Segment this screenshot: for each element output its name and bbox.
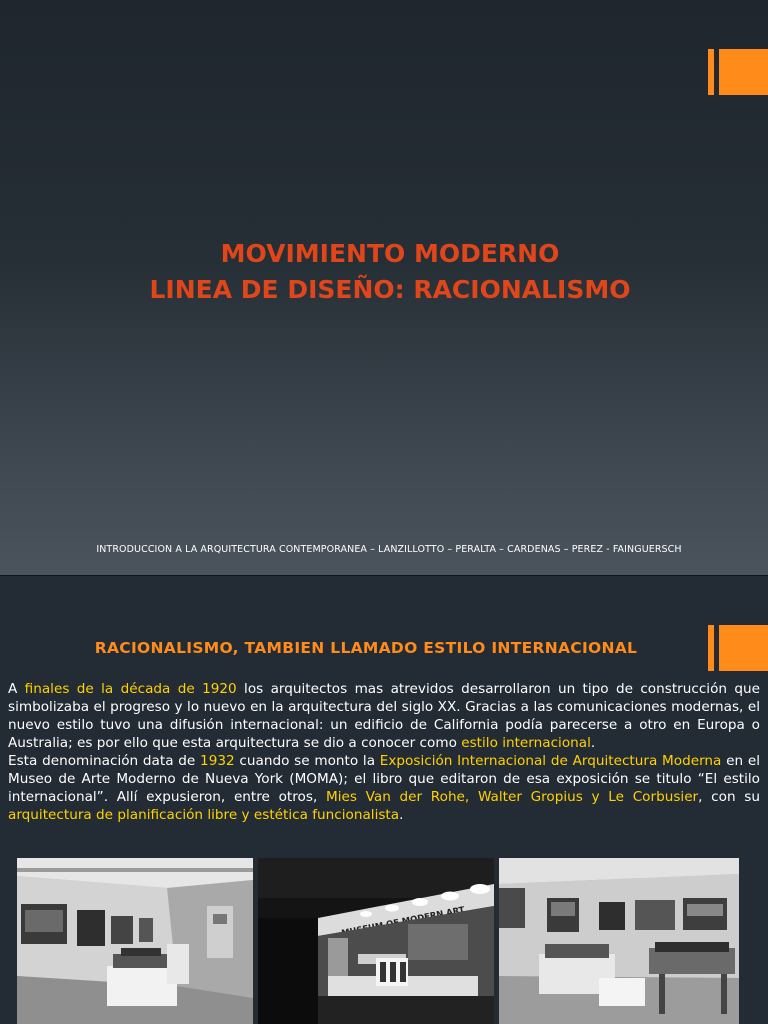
body-text	[8, 680, 760, 824]
exhibition-photos	[17, 858, 739, 1024]
highlight-text: 1932	[200, 753, 235, 769]
paragraph-2	[8, 752, 760, 824]
text-run: los arquitectos mas atrevidos desarrollaron un tipo de construcción que simbolizaba el progreso y lo nuevo en la arquitectura del siglo XX. Gracias a las comunicaciones modernas, el nuevo estilo tuvo una difusión internacional: un edificio de California podía parecerse a otro en Europa o Australia; es por ello que esta arquitectura se dio a conocer como	[8, 681, 760, 751]
content-slide	[0, 576, 768, 1024]
text-run: .	[590, 735, 596, 751]
slide-title-line-2: LINEA DE DISEÑO: RACIONALISMO	[149, 275, 631, 304]
text-run: , con su	[698, 789, 760, 805]
text-run: A	[8, 681, 25, 697]
text-run: cuando se monto la	[234, 753, 380, 769]
accent-thin-bar	[708, 49, 714, 95]
exhibition-photo-3	[499, 858, 739, 1024]
text-run: Esta denominación data de	[8, 753, 201, 769]
section-heading: RACIONALISMO, TAMBIEN LLAMADO ESTILO INTERNACIONAL	[94, 639, 638, 657]
highlight-text: finales de la década de 1920	[24, 681, 237, 697]
highlight-text: estilo internacional	[461, 735, 591, 751]
exhibition-photo-1	[17, 858, 253, 1024]
paragraph-1	[8, 680, 760, 752]
text-run: en el Museo de Arte Moderno de Nueva York (MOMA); el libro que editaron de esa exposición se titulo “El estilo internacional”. Allí expusieron, entre otros,	[8, 753, 761, 805]
slide-title-line-1: MOVIMIENTO MODERNO	[220, 239, 560, 268]
highlight-text: Mies Van der Rohe, Walter Gropius y Le Corbusier	[325, 789, 699, 805]
exhibition-photo-2	[258, 858, 494, 1024]
slide-title	[0, 236, 768, 308]
accent-block	[719, 49, 768, 95]
text-run: .	[399, 807, 404, 823]
highlight-text: arquitectura de planificación libre y estética funcionalista	[8, 807, 400, 823]
highlight-text: Exposición Internacional de Arquitectura Moderna	[379, 753, 722, 769]
slide-subtitle: INTRODUCCION A LA ARQUITECTURA CONTEMPORANEA – LANZILLOTTO – PERALTA – CARDENAS – PEREZ - FAINGUERSCH	[96, 544, 682, 555]
